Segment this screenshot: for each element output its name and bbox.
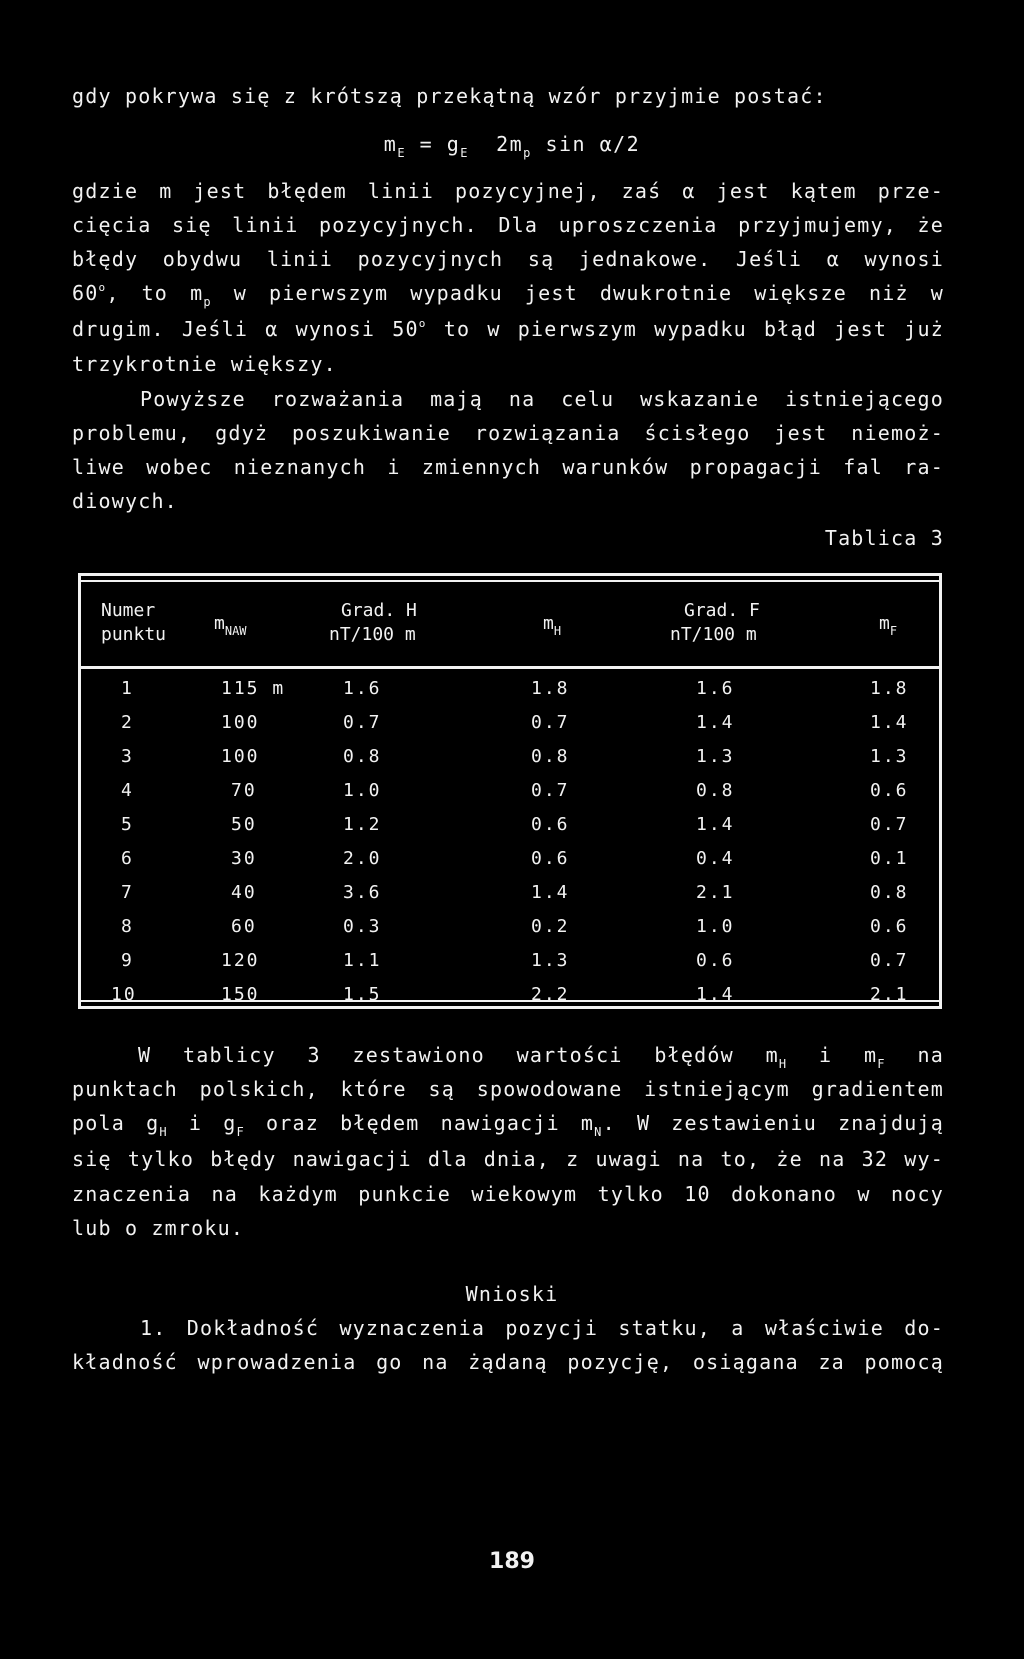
text-part-a: W tablicy 3 zestawiono wartości błędów m xyxy=(138,1043,779,1067)
cell-m-naw: 70 xyxy=(231,780,257,801)
cell-grad-f: 0.8 xyxy=(696,780,735,801)
cell-number: 4 xyxy=(121,780,134,801)
text-part-a: drugim. Jeśli α wynosi 50 xyxy=(72,317,419,341)
text-part-d: . W zestawieniu znajdują xyxy=(602,1111,944,1135)
header-m-h xyxy=(543,612,561,643)
cell-grad-h: 0.3 xyxy=(343,916,382,937)
cell-m-h: 0.8 xyxy=(531,746,570,767)
cell-m-naw: 50 xyxy=(231,814,257,835)
cell-grad-h: 0.8 xyxy=(343,746,382,767)
text-part-b: i m xyxy=(787,1043,878,1067)
cell-m-f: 0.7 xyxy=(870,950,909,971)
cell-m-h: 1.3 xyxy=(531,950,570,971)
formula-coef: 2m xyxy=(496,132,524,156)
header-h-sub: H xyxy=(553,624,562,638)
header-m-h-m: m xyxy=(543,613,554,634)
text-to-m: , to m xyxy=(106,281,204,305)
table-row xyxy=(81,712,939,746)
header-m-f xyxy=(879,612,897,643)
cell-m-h: 2.2 xyxy=(531,984,570,1005)
cell-m-h: 0.7 xyxy=(531,712,570,733)
table-top-rule xyxy=(78,580,942,582)
cell-number: 10 xyxy=(111,984,137,1005)
para3-line6: lub o zmroku. xyxy=(72,1216,245,1240)
text-part-b: to w pierwszym wypadku błąd jest już xyxy=(426,317,944,341)
degree-sign: o xyxy=(98,281,107,294)
sub-h: H xyxy=(159,1125,168,1139)
formula-lhs: m xyxy=(383,132,398,156)
cell-grad-f: 1.3 xyxy=(696,746,735,767)
table-row xyxy=(81,882,939,916)
text-rest: w pierwszym wypadku jest dwukrotnie większe niż w xyxy=(211,281,944,305)
cell-number: 9 xyxy=(121,950,134,971)
sub-p: p xyxy=(203,295,212,309)
para3-line5: znaczenia na każdym punkcie wiekowym tylko 10 dokonano w nocy xyxy=(72,1182,944,1206)
table-row xyxy=(81,950,939,984)
cell-m-h: 0.6 xyxy=(531,848,570,869)
page-number: 189 xyxy=(489,1549,535,1574)
cell-m-naw: 115 m xyxy=(221,678,286,699)
cell-grad-f: 1.4 xyxy=(696,712,735,733)
intro-line: gdy pokrywa się z krótszą przekątną wzór przyjmie postać: xyxy=(72,84,827,108)
cell-grad-h: 2.0 xyxy=(343,848,382,869)
header-grad-h-line2: nT/100 m xyxy=(329,624,416,645)
cell-grad-h: 1.1 xyxy=(343,950,382,971)
table-bottom-rule xyxy=(78,1000,942,1002)
formula-g: g xyxy=(446,132,461,156)
cell-m-h: 0.6 xyxy=(531,814,570,835)
formula-eq: = xyxy=(419,132,434,156)
table-caption: Tablica 3 xyxy=(824,526,944,550)
table-row xyxy=(81,916,939,950)
formula-rest: sin α/2 xyxy=(545,132,641,156)
cell-m-naw: 30 xyxy=(231,848,257,869)
table-row xyxy=(81,678,939,712)
formula-g-sub: E xyxy=(460,146,469,160)
cell-grad-h: 1.2 xyxy=(343,814,382,835)
para2-line2: problemu, gdyż poszukiwanie rozwiązania ścisłego jest niemoż- xyxy=(72,421,944,445)
header-grad-h xyxy=(329,599,417,647)
cell-grad-f: 1.6 xyxy=(696,678,735,699)
cell-m-h: 1.8 xyxy=(531,678,570,699)
data-table xyxy=(78,573,942,1009)
cell-number: 2 xyxy=(121,712,134,733)
cell-m-f: 0.6 xyxy=(870,780,909,801)
header-f-sub: F xyxy=(889,624,898,638)
cell-number: 3 xyxy=(121,746,134,767)
cell-grad-f: 1.0 xyxy=(696,916,735,937)
cell-m-h: 0.7 xyxy=(531,780,570,801)
conclusions-line2: kładność wprowadzenia go na żądaną pozycję, osiągana za pomocą xyxy=(72,1350,944,1374)
sub-f: F xyxy=(236,1125,245,1139)
cell-m-f: 1.4 xyxy=(870,712,909,733)
degree-sign: o xyxy=(418,317,427,330)
formula-lhs-sub: E xyxy=(397,146,407,160)
para1-line6: trzykrotnie większy. xyxy=(72,352,337,376)
cell-grad-f: 2.1 xyxy=(696,882,735,903)
cell-m-f: 0.6 xyxy=(870,916,909,937)
cell-number: 5 xyxy=(121,814,134,835)
para3-line2: punktach polskich, które są spowodowane istniejącym gradientem xyxy=(72,1077,944,1101)
cell-grad-h: 1.5 xyxy=(343,984,382,1005)
cell-m-naw: 100 xyxy=(221,712,260,733)
text-part-c: na xyxy=(885,1043,944,1067)
cell-m-h: 0.2 xyxy=(531,916,570,937)
cell-number: 6 xyxy=(121,848,134,869)
para2-line4: diowych. xyxy=(72,489,178,513)
para3-line4: się tylko błędy nawigacji dla dnia, z uwagi na to, że na 32 wy- xyxy=(72,1147,944,1171)
cell-m-naw: 40 xyxy=(231,882,257,903)
cell-m-f: 1.8 xyxy=(870,678,909,699)
cell-grad-h: 1.0 xyxy=(343,780,382,801)
header-grad-f xyxy=(670,599,760,647)
cell-m-naw: 100 xyxy=(221,746,260,767)
para1-line5 xyxy=(72,317,944,341)
header-number-line1: Numer xyxy=(101,600,156,621)
cell-grad-f: 0.6 xyxy=(696,950,735,971)
text-60: 60 xyxy=(72,281,99,305)
cell-grad-f: 0.4 xyxy=(696,848,735,869)
para1-line1: gdzie m jest błędem linii pozycyjnej, zaś α jest kątem prze- xyxy=(72,179,944,203)
sub-h: H xyxy=(778,1057,788,1071)
conclusions-heading: Wnioski xyxy=(465,1282,559,1306)
table-row xyxy=(81,780,939,814)
header-number-line2: punktu xyxy=(101,624,167,645)
para2-line3: liwe wobec nieznanych i zmiennych warunków propagacji fal ra- xyxy=(72,455,944,479)
cell-m-f: 2.1 xyxy=(870,984,909,1005)
header-m: m xyxy=(214,613,225,634)
text-part-b: i g xyxy=(167,1111,237,1135)
para2-line1: Powyższe rozważania mają na celu wskazanie istniejącego xyxy=(140,387,944,411)
header-grad-f-line2: nT/100 m xyxy=(670,624,757,645)
cell-m-naw: 60 xyxy=(231,916,257,937)
cell-number: 7 xyxy=(121,882,134,903)
table-row xyxy=(81,814,939,848)
cell-m-f: 0.1 xyxy=(870,848,909,869)
cell-grad-f: 1.4 xyxy=(696,984,735,1005)
text-part-c: oraz błędem nawigacji m xyxy=(244,1111,595,1135)
header-grad-h-line1: Grad. H xyxy=(341,600,417,621)
cell-m-f: 0.7 xyxy=(870,814,909,835)
cell-m-naw: 150 xyxy=(221,984,260,1005)
header-number xyxy=(101,599,166,647)
sub-n: N xyxy=(594,1125,603,1139)
cell-m-naw: 120 xyxy=(221,950,260,971)
formula xyxy=(0,132,1024,160)
text-part-a: pola g xyxy=(72,1111,160,1135)
cell-grad-f: 1.4 xyxy=(696,814,735,835)
cell-grad-h: 1.6 xyxy=(343,678,382,699)
cell-m-f: 1.3 xyxy=(870,746,909,767)
para1-line3: błędy obydwu linii pozycyjnych są jednakowe. Jeśli α wynosi xyxy=(72,247,944,271)
header-m-f-m: m xyxy=(879,613,890,634)
para1-line2: cięcia się linii pozycyjnych. Dla uproszczenia przyjmujemy, że xyxy=(72,213,944,237)
cell-grad-h: 3.6 xyxy=(343,882,382,903)
table-row xyxy=(81,848,939,882)
cell-number: 1 xyxy=(121,678,134,699)
para1-line4 xyxy=(72,281,944,309)
para3-line1 xyxy=(138,1043,944,1071)
header-rule xyxy=(81,666,939,669)
cell-m-f: 0.8 xyxy=(870,882,909,903)
table-row xyxy=(81,746,939,780)
header-grad-f-line1: Grad. F xyxy=(684,600,760,621)
header-naw-sub: NAW xyxy=(224,624,247,638)
conclusions-line1: 1. Dokładność wyznaczenia pozycji statku, a właściwie do- xyxy=(140,1316,944,1340)
formula-coef-sub: p xyxy=(523,146,532,160)
cell-grad-h: 0.7 xyxy=(343,712,382,733)
sub-f: F xyxy=(877,1057,886,1071)
para3-line3 xyxy=(72,1111,944,1139)
header-m-naw xyxy=(214,612,247,643)
cell-number: 8 xyxy=(121,916,134,937)
cell-m-h: 1.4 xyxy=(531,882,570,903)
